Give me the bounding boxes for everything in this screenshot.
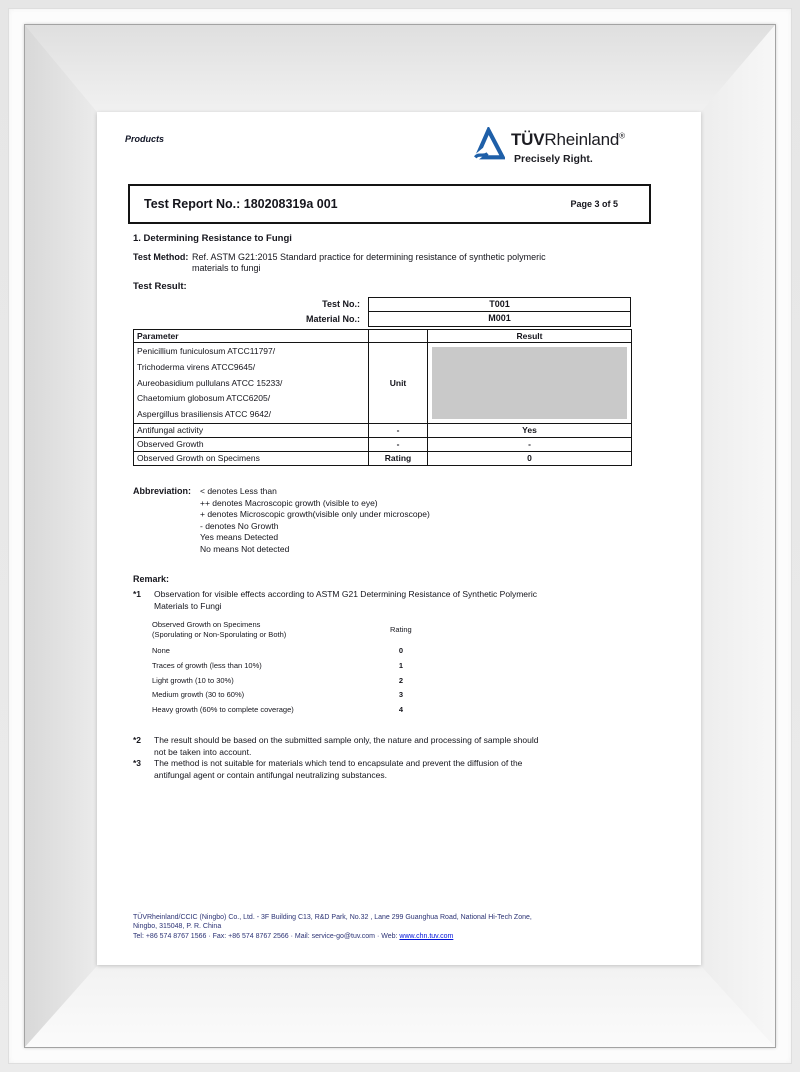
rating-row-value: 1	[398, 660, 404, 670]
rating-row-value: 4	[398, 705, 404, 714]
test-no-label: Test No.:	[322, 299, 360, 309]
rating-row	[152, 688, 452, 703]
footer-address-block	[133, 913, 673, 941]
abbreviation-line: + denotes Microscopic growth(visible only under microscope)	[200, 509, 430, 520]
result-cell: -	[428, 437, 632, 451]
tuv-triangle-logo-icon	[472, 127, 505, 161]
rating-scale-table	[152, 620, 452, 718]
material-no-label: Material No.:	[305, 314, 360, 324]
remark-1-line1: Observation for visible effects according to ASTM G21 Determining Resistance of Synthetic Polymeric	[154, 589, 537, 599]
unit-cell: -	[369, 437, 428, 451]
test-no-value: T001	[368, 297, 631, 312]
section-heading: 1. Determining Resistance to Fungi	[133, 233, 292, 244]
test-method-value	[192, 252, 657, 274]
abbreviation-line: - denotes No Growth	[200, 520, 279, 531]
species-line: Chaetomium globosum ATCC6205/	[137, 393, 271, 404]
remark-3-line2: antifungal agent or contain antifungal neutralizing substances.	[154, 769, 387, 780]
rating-row-value: 0	[398, 646, 404, 655]
result-header-cell: Result	[428, 330, 632, 343]
rating-row-label: Traces of growth (less than 10%)	[152, 660, 262, 670]
param-cell: Antifungal activity	[134, 423, 369, 437]
rating-row-label: Medium growth (30 to 60%)	[152, 690, 245, 700]
rating-row-label: None	[152, 646, 170, 655]
abbreviation-label: Abbreviation:	[133, 486, 192, 496]
brand-tuv: TÜV	[511, 130, 545, 149]
footer-contacts: Tel: +86 574 8767 1566 · Fax: +86 574 8767 2566 · Mail: service-go@tuv.com · Web:	[133, 932, 400, 940]
remark-label: Remark:	[133, 574, 170, 584]
unit-cell: Rating	[369, 451, 428, 465]
abbreviation-list	[200, 486, 430, 556]
rating-column-header: Rating	[390, 625, 412, 634]
rating-row	[152, 703, 452, 718]
unit-cell: Unit	[369, 343, 428, 424]
species-line: Aureobasidium pullulans ATCC 15233/	[137, 377, 283, 388]
table-row	[134, 451, 632, 465]
footer-line3	[133, 932, 673, 941]
remark-marker-1: *1	[133, 589, 142, 599]
mat-bevel-top	[25, 25, 775, 112]
result-cell: Yes	[428, 423, 632, 437]
unit-cell: -	[369, 423, 428, 437]
species-list-cell	[134, 343, 369, 424]
footer-line2: Ningbo, 315048, P. R. China	[133, 923, 222, 931]
abbreviation-line: Yes means Detected	[200, 532, 279, 543]
remark-text-3	[154, 758, 644, 781]
rating-header-line1: Observed Growth on Specimens	[152, 620, 261, 629]
redacted-gray-box	[432, 347, 627, 419]
rating-row	[152, 674, 452, 689]
document-page	[97, 112, 701, 965]
remark-marker-3: *3	[133, 758, 142, 768]
abbreviation-line: ++ denotes Macroscopic growth (visible to eye)	[200, 497, 378, 508]
products-label: Products	[125, 134, 165, 144]
abbreviation-line: No means Not detected	[200, 543, 290, 554]
rating-row-value: 3	[398, 690, 404, 700]
parameter-header-cell: Parameter	[134, 330, 369, 343]
remark-2-line2: not be taken into account.	[154, 746, 252, 757]
rating-row	[152, 659, 452, 674]
remark-3-line1: The method is not suitable for materials which tend to encapsulate and prevent the diffusion of the	[154, 758, 523, 768]
material-no-value: M001	[368, 312, 631, 327]
remark-text-2	[154, 735, 644, 758]
test-method-line2: materials to fungi	[192, 263, 261, 273]
brand-tagline: Precisely Right.	[514, 153, 593, 165]
brand-rheinland: Rheinland	[544, 130, 620, 149]
test-method-line1: Ref. ASTM G21:2015 Standard practice for determining resistance of synthetic polymeric	[192, 252, 546, 262]
abbreviation-line: < denotes Less than	[200, 486, 277, 496]
page-indicator: Page 3 of 5	[570, 199, 618, 209]
param-cell: Observed Growth on Specimens	[134, 451, 369, 465]
remark-1-line2: Materials to Fungi	[154, 600, 222, 611]
rating-row-value: 2	[398, 675, 404, 685]
species-line: Aspergillus brasiliensis ATCC 9642/	[137, 409, 272, 420]
footer-line1: TÜVRheinland/CCIC (Ningbo) Co., Ltd. - 3F Building C13, R&D Park, No.32 , Lane 299 Guanghua Road, National Hi-Tech Zone,	[133, 914, 532, 921]
result-table	[133, 329, 632, 466]
footer-website-link[interactable]: www.chn.tuv.com	[399, 932, 454, 940]
rating-row-label: Light growth (10 to 30%)	[152, 675, 234, 685]
rating-table-header	[152, 620, 452, 639]
test-method-label: Test Method:	[133, 252, 189, 262]
rating-header-line2: (Sporulating or Non-Sporulating or Both)	[152, 629, 287, 639]
table-row	[134, 423, 632, 437]
result-cell: 0	[428, 451, 632, 465]
rating-rows	[152, 644, 452, 718]
report-header-box	[128, 184, 651, 224]
species-line: Trichoderma virens ATCC9645/	[137, 361, 256, 372]
frame-mat	[24, 24, 776, 1048]
remark-marker-2: *2	[133, 735, 142, 745]
rating-row-label: Heavy growth (60% to complete coverage)	[152, 705, 294, 714]
report-number-title: Test Report No.: 180208319a 001	[144, 197, 338, 211]
remark-2-line1: The result should be based on the submitted sample only, the nature and processing of sample should	[154, 735, 539, 745]
mat-bevel-left	[25, 25, 97, 1047]
mat-bevel-bottom	[25, 966, 775, 1047]
table-row	[134, 437, 632, 451]
mat-bevel-right	[701, 25, 775, 1047]
species-line: Penicillium funiculosum ATCC11797/	[137, 346, 276, 356]
registered-mark: ®	[619, 131, 625, 141]
redacted-result-cell	[428, 343, 632, 424]
table-header-row	[134, 330, 632, 343]
unit-header-cell	[369, 330, 428, 343]
test-result-label: Test Result:	[133, 281, 187, 292]
tuv-brand-wordmark	[511, 130, 625, 150]
param-cell: Observed Growth	[134, 437, 369, 451]
species-row	[134, 343, 632, 424]
remark-text-1	[154, 589, 644, 612]
rating-row	[152, 644, 452, 659]
